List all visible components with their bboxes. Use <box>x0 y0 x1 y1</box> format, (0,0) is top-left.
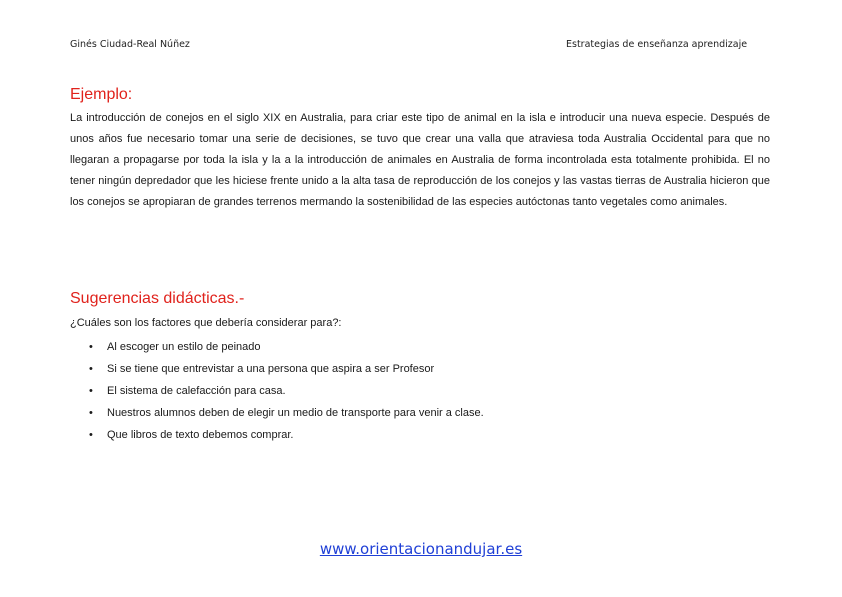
suggestions-list <box>70 336 770 446</box>
bullet-icon: • <box>89 429 93 441</box>
bullet-icon: • <box>89 407 93 419</box>
list-item <box>70 336 770 358</box>
list-item-text: Que libros de texto debemos comprar. <box>107 429 294 441</box>
list-item-text: El sistema de calefacción para casa. <box>107 385 286 397</box>
list-item <box>70 358 770 380</box>
list-item <box>70 424 770 446</box>
header-subject: Estrategias de enseñanza aprendizaje <box>566 39 748 50</box>
page-header <box>70 39 770 53</box>
website-link[interactable]: www.orientacionandujar.es <box>319 540 523 558</box>
bullet-icon: • <box>89 341 93 353</box>
list-item-text: Nuestros alumnos deben de elegir un medio de transporte para venir a clase. <box>107 407 484 419</box>
suggestions-title: Sugerencias didácticas.- <box>70 290 245 307</box>
list-item-text: Si se tiene que entrevistar a una persona que aspira a ser Profesor <box>107 363 435 375</box>
list-item <box>70 380 770 402</box>
bullet-icon: • <box>89 385 93 397</box>
bullet-icon: • <box>89 363 93 375</box>
example-paragraph: La introducción de conejos en el siglo XIX en Australia, para criar este tipo de animal en la isla e introducir una nueva especie. Después de unos años fue necesario tomar una serie de decisiones, se tuvo que crear una valla que atraviesa toda Australia Occidental para que no llegaran a propagarse por toda la isla y la a la introducción de animales en Australia de forma incontrolada esta totalmente prohibida. El no tener ningún depredador que les hiciese frente unido a la alta tasa de reproducción de los conejos y las vastas tierras de Australia hicieron que los conejos se apropiaran de grandes terrenos mermando la sostenibilidad de las especies autóctonas tanto vegetales como animales. <box>70 112 770 208</box>
suggestions-intro: ¿Cuáles son los factores que debería considerar para?: <box>70 317 342 329</box>
header-author: Ginés Ciudad-Real Núñez <box>70 39 190 50</box>
list-item-text: Al escoger un estilo de peinado <box>107 341 261 353</box>
list-item <box>70 402 770 424</box>
footer <box>0 540 842 558</box>
example-title: Ejemplo: <box>70 86 133 103</box>
